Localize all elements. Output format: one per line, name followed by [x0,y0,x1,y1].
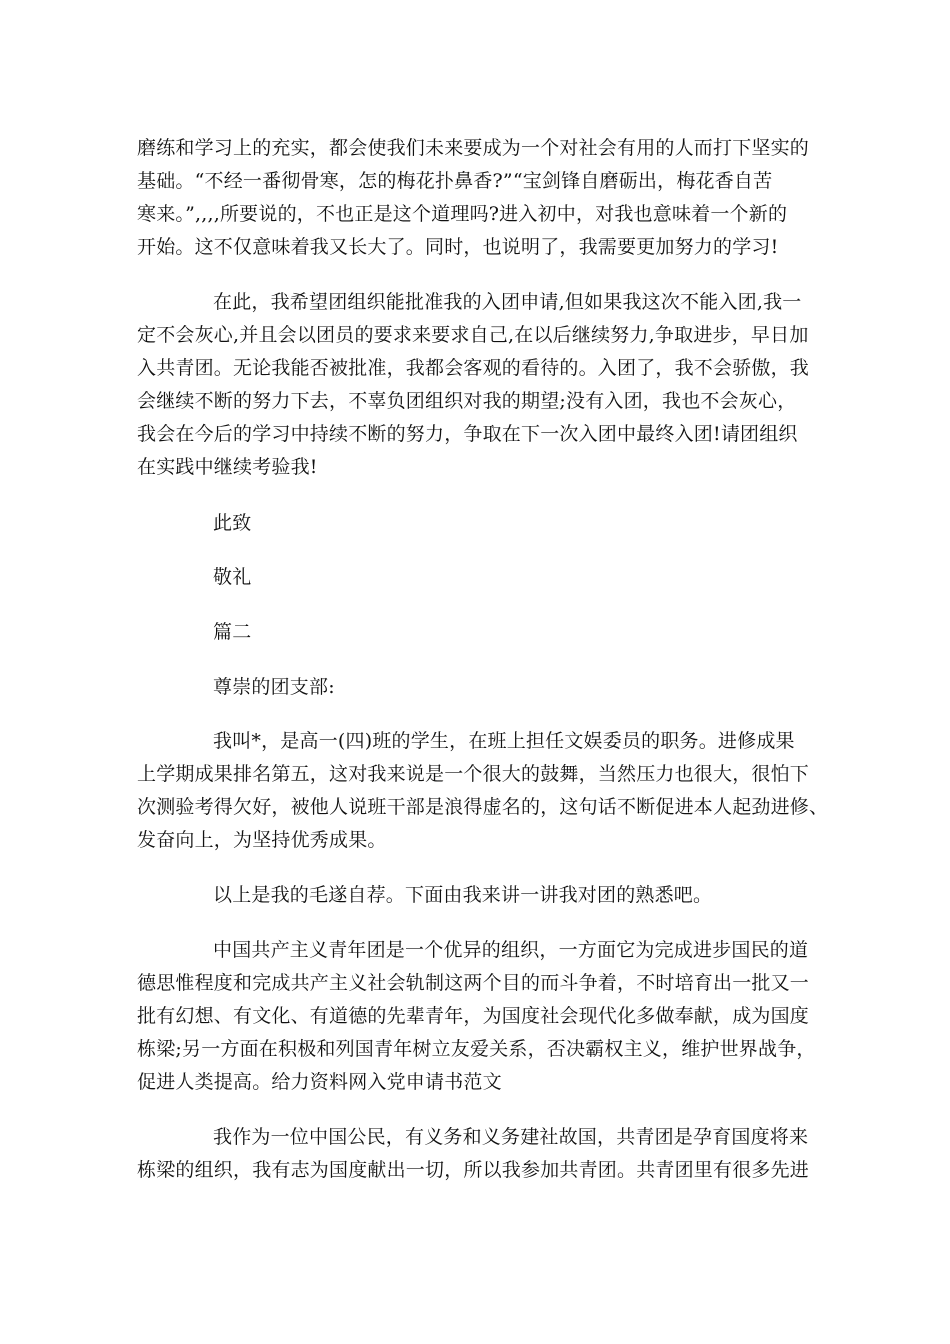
text-line: 促进人类提高。给力资料网入党申请书范文 [137,1071,502,1093]
text-line: 开始。这不仅意味着我又长大了。同时，也说明了，我需要更加努力的学习! [137,236,779,258]
text-line: 基础。“不经一番彻骨寒，怎的梅花扑鼻香?”“宝剑锋自磨砺出，梅花香自苦 [137,170,773,192]
text-line: 德思惟程度和完成共产主义社会轨制这两个目的而斗争着，不时培育出一批又一 [137,972,810,994]
text-line: 我会在今后的学习中持续不断的努力，争取在下一次入团中最终入团!请团组织 [137,423,798,445]
text-line: 上学期成果排名第五，这对我来说是一个很大的鼓舞，当然压力也很大，很怕下 [137,763,810,785]
text-line: 栋梁;另一方面在积极和列国青年树立友爱关系，否决霸权主义，维护世界战争， [137,1038,816,1060]
greeting: 尊崇的团支部: [213,676,335,698]
closing-salutation: 敬礼 [213,566,252,588]
text-line: 中国共产主义青年团是一个优异的组织，一方面它为完成进步国民的道 [213,939,809,961]
text-line: 定不会灰心,并且会以团员的要求来要求自己,在以后继续努力,争取进步，早日加 [137,324,809,346]
text-line: 我叫*，是高一(四)班的学生，在班上担任文娱委员的职务。进修成果 [213,730,795,752]
text-line: 批有幻想、有文化、有道德的先辈青年，为国度社会现代化多做奉献，成为国度 [137,1005,810,1027]
text-line: 在此，我希望团组织能批准我的入团申请,但如果我这次不能入团,我一 [213,291,802,313]
text-line: 会继续不断的努力下去，不辜负团组织对我的期望;没有入团，我也不会灰心， [137,390,797,412]
text-line: 发奋向上，为坚持优秀成果。 [137,829,387,851]
text-line: 在实践中继续考验我! [137,456,318,478]
text-line: 以上是我的毛遂自荐。下面由我来讲一讲我对团的熟悉吧。 [213,884,713,906]
text-line: 寒来。”,,,,所要说的，不也正是这个道理吗?进入初中，对我也意味着一个新的 [137,203,788,225]
text-line: 我作为一位中国公民，有义务和义务建社故国，共青团是孕育国度将来 [213,1126,809,1148]
text-line: 入共青团。无论我能否被批准，我都会客观的看待的。入团了，我不会骄傲，我 [137,357,810,379]
text-line: 栋梁的组织，我有志为国度献出一切，所以我参加共青团。共青团里有很多先进 [137,1159,810,1181]
section-heading: 篇二 [213,621,252,643]
text-line: 磨练和学习上的充实，都会使我们未来要成为一个对社会有用的人而打下坚实的 [137,137,810,159]
closing-salutation: 此致 [213,512,252,534]
text-line: 次测验考得欠好，被他人说班干部是浪得虚名的，这句话不断促进本人起劲进修、 [137,796,829,818]
